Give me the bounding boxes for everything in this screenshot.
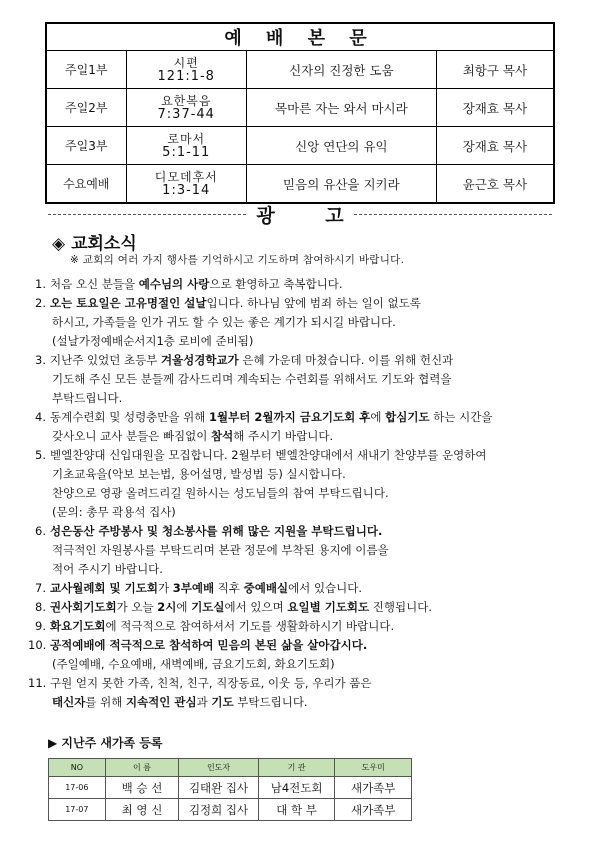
announcement-number: 1. [35, 277, 46, 291]
announcement-line [50, 541, 580, 560]
announcement-item [28, 522, 580, 579]
cell-organization: 남4전도회 [258, 777, 335, 799]
scripture-verse: 1:3-14 [162, 182, 211, 198]
announcement-number: 11. [28, 676, 47, 690]
cell-name: 최 영 신 [105, 799, 179, 821]
announcement-text: (문의: 총무 곽용석 집사) [52, 505, 176, 519]
preacher-name: 최항구 목사 [436, 51, 554, 89]
announcement-text: 적극적인 자원봉사를 부탁드리며 본관 정문에 부착된 용지에 이름을 [52, 543, 389, 557]
scripture-book: 로마서 [167, 131, 206, 146]
announcement-emphasis: 예수님의 사랑 [138, 277, 210, 291]
scripture-cell [126, 89, 246, 127]
announcement-line [50, 313, 580, 332]
preacher-name: 윤근호 목사 [436, 165, 554, 204]
announcement-text: 입니다. 하나님 앞에 범죄 하는 일이 없도록 [206, 296, 421, 310]
column-header-organization: 기 관 [258, 759, 335, 777]
announcement-item [28, 275, 580, 294]
preacher-name: 장재효 목사 [436, 89, 554, 127]
announcement-text: 처음 오신 분들을 [50, 277, 139, 291]
announcement-line [50, 560, 580, 579]
announcement-emphasis: 요일별 기도회도 [287, 600, 370, 614]
church-news-subtitle: ※ 교회의 여러 가지 행사를 기억하시고 기도하며 참여하시기 바랍니다. [70, 254, 405, 266]
announcement-number: 4. [35, 410, 46, 424]
worship-schedule-table [45, 22, 555, 204]
announcement-emphasis: 성은동산 주방봉사 및 청소봉사를 위해 많은 지원을 부탁드립니다. [50, 524, 383, 538]
announcement-number: 7. [35, 581, 46, 595]
announcement-text: (설날가정예배순서지1층 로비에 준비됨) [52, 334, 254, 348]
announcement-line [50, 579, 580, 598]
announcement-item [28, 598, 580, 617]
announcement-number: 8. [35, 600, 46, 614]
worship-row [46, 165, 554, 204]
announcement-text: 동계수련회 및 성령충만을 위해 [50, 410, 210, 424]
church-news-heading [52, 229, 137, 254]
announcement-emphasis: 지속적인 관심 [125, 695, 197, 709]
announcement-emphasis: 3부예배 [172, 581, 215, 595]
scripture-verse: 121:1-8 [157, 68, 215, 84]
announcement-line [50, 389, 580, 408]
preacher-name: 장재효 목사 [436, 127, 554, 165]
announcement-number: 5. [35, 448, 46, 462]
announcement-text: 에서 있습니다. [288, 581, 363, 595]
announcement-item [28, 674, 580, 712]
announcement-line [50, 693, 580, 712]
announcement-divider [48, 201, 552, 227]
column-header-guide: 인도자 [179, 759, 259, 777]
announcement-item [28, 294, 580, 351]
column-header-no: NO [49, 759, 106, 777]
announcement-text: 찬양으로 영광 올려드리길 원하시는 성도님들의 참여 부탁드립니다. [52, 486, 389, 500]
cell-organization: 대 학 부 [258, 799, 335, 821]
announcement-line [50, 655, 580, 674]
cell-no: 17-07 [49, 799, 106, 821]
announcement-text: 에 [370, 410, 386, 424]
announcement-line [50, 446, 580, 465]
new-family-table [48, 758, 412, 821]
sermon-title: 믿음의 유산을 지키라 [247, 165, 437, 204]
announcement-text: 하는 시간을 [429, 410, 493, 424]
announcement-text: 부탁드립니다. [233, 695, 308, 709]
scripture-verse: 5:1-11 [162, 144, 211, 160]
worship-schedule-title: 예 배 본 문 [46, 23, 554, 51]
sermon-title: 목마른 자는 와서 마시라 [247, 89, 437, 127]
announcement-emphasis: 공적예배에 적극적으로 참석하여 믿음의 본된 삶을 살아갑시다. [50, 638, 368, 652]
announcement-item [28, 579, 580, 598]
divider-line-right [354, 214, 552, 215]
worship-row [46, 127, 554, 165]
sermon-title: 신앙 연단의 유익 [247, 127, 437, 165]
announcement-text: 지난주 있었던 초등부 [50, 353, 161, 367]
scripture-book: 디모데후서 [154, 169, 218, 184]
announcement-number: 2. [35, 296, 46, 310]
announcement-emphasis: 화요기도회 [50, 619, 106, 633]
announcement-text: 를 위해 [85, 695, 126, 709]
announcement-line [50, 484, 580, 503]
announcement-text: 갖사오니 교사 분들은 빠짐없이 [52, 429, 212, 443]
announcement-emphasis: 기도실 [191, 600, 225, 614]
cell-no: 17-06 [49, 777, 106, 799]
announcement-text: 가 오늘 [116, 600, 158, 614]
announcement-text: 으로 환영하고 축복합니다. [209, 277, 343, 291]
column-header-helper: 도우미 [335, 759, 412, 777]
worship-row [46, 89, 554, 127]
announcement-text: 진행됩니다. [369, 600, 433, 614]
service-name: 주일3부 [46, 127, 126, 165]
announcement-line [50, 332, 580, 351]
announcement-text: 하시고, 가족들을 인가 귀도 할 수 있는 좋은 계기가 되시길 바랍니다. [52, 315, 396, 329]
scripture-book: 시편 [173, 55, 199, 70]
announcement-emphasis: 참석 [211, 429, 234, 443]
cell-helper: 새가족부 [335, 777, 412, 799]
scripture-book: 요한복음 [161, 93, 212, 108]
service-name: 주일1부 [46, 51, 126, 89]
announcement-title: 광 고 [256, 205, 366, 227]
announcement-emphasis: 오는 토요일은 고유명절인 설날 [50, 296, 207, 310]
announcement-line [50, 408, 580, 427]
announcement-text: 해 주시기 바랍니다. [233, 429, 334, 443]
announcement-line [50, 503, 580, 522]
new-family-header-row [49, 759, 412, 777]
announcement-text: 은혜 가운데 마쳤습니다. 이를 위해 헌신과 [238, 353, 454, 367]
announcement-emphasis: 기도 [211, 695, 234, 709]
announcement-emphasis: 합심기도 [385, 410, 430, 424]
announcement-list [28, 275, 580, 712]
announcement-emphasis: 권사회기도회 [50, 600, 117, 614]
announcement-item [28, 408, 580, 446]
announcement-line [50, 465, 580, 484]
announcement-item [28, 351, 580, 408]
service-name: 주일2부 [46, 89, 126, 127]
scripture-cell [126, 51, 246, 89]
announcement-emphasis: 겨울성경학교가 [160, 353, 239, 367]
announcement-line [50, 351, 580, 370]
new-family-heading: ▶ 지난주 새가족 등록 [48, 736, 163, 750]
announcement-line [50, 294, 580, 313]
announcement-text: 과 [196, 695, 212, 709]
table-row [49, 777, 412, 799]
announcement-emphasis: 중예배실 [243, 581, 289, 595]
announcement-line [50, 370, 580, 389]
announcement-line [50, 674, 580, 693]
cell-guide: 김태완 집사 [179, 777, 259, 799]
announcement-text: 구원 얻지 못한 가족, 친척, 친구, 직장동료, 이웃 등, 우리가 품은 [50, 676, 372, 690]
announcement-emphasis: 2시 [157, 600, 177, 614]
cell-helper: 새가족부 [335, 799, 412, 821]
worship-row [46, 51, 554, 89]
announcement-line [50, 636, 580, 655]
church-news-heading-text: 교회소식 [71, 234, 137, 254]
announcement-number: 6. [35, 524, 46, 538]
announcement-line [50, 598, 580, 617]
announcement-item [28, 446, 580, 522]
cell-guide: 김정희 집사 [179, 799, 259, 821]
announcement-text: 에서 있으며 [224, 600, 288, 614]
table-row [49, 799, 412, 821]
announcement-text: (주일예배, 수요예배, 새벽예배, 금요기도회, 화요기도회) [52, 657, 335, 671]
scripture-cell [126, 127, 246, 165]
announcement-text: 기도해 주신 모든 분들께 감사드리며 계속되는 수련회를 위해서도 기도와 협력을 [52, 372, 452, 386]
announcement-line [50, 617, 580, 636]
announcement-line [50, 522, 580, 541]
service-name: 수요예배 [46, 165, 126, 204]
announcement-text: 벧엘찬양대 신입대원을 모집합니다. 2월부터 벧엘찬양대에서 새내기 찬양부를 운영하여 [50, 448, 487, 462]
diamond-bullet-icon: ◈ [52, 234, 66, 254]
announcement-text: 부탁드립니다. [52, 391, 123, 405]
announcement-emphasis: 1월부터 2월까지 금요기도회 후 [209, 410, 371, 424]
announcement-item [28, 617, 580, 636]
scripture-verse: 7:37-44 [157, 106, 215, 122]
announcement-number: 10. [28, 638, 47, 652]
announcement-text: 기초교육을(악보 보는법, 용어설명, 발성법 등) 실시합니다. [52, 467, 346, 481]
announcement-emphasis: 교사월례회 및 기도회 [50, 581, 158, 595]
announcement-item [28, 636, 580, 674]
announcement-line [50, 427, 580, 446]
announcement-text: 적어 주시기 바랍니다. [52, 562, 163, 576]
announcement-line [50, 275, 580, 294]
announcement-number: 9. [35, 619, 46, 633]
announcement-text: 가 [158, 581, 173, 595]
scripture-cell [126, 165, 246, 204]
announcement-text: 에 [176, 600, 192, 614]
announcement-emphasis: 태신자 [52, 695, 86, 709]
sermon-title: 신자의 진정한 도움 [247, 51, 437, 89]
announcement-number: 3. [35, 353, 46, 367]
cell-name: 백 승 선 [105, 777, 179, 799]
announcement-text: 에 적극적으로 참여하셔서 기도를 생활화하시기 바랍니다. [105, 619, 395, 633]
announcement-text: 직후 [214, 581, 244, 595]
column-header-name: 이 름 [105, 759, 179, 777]
